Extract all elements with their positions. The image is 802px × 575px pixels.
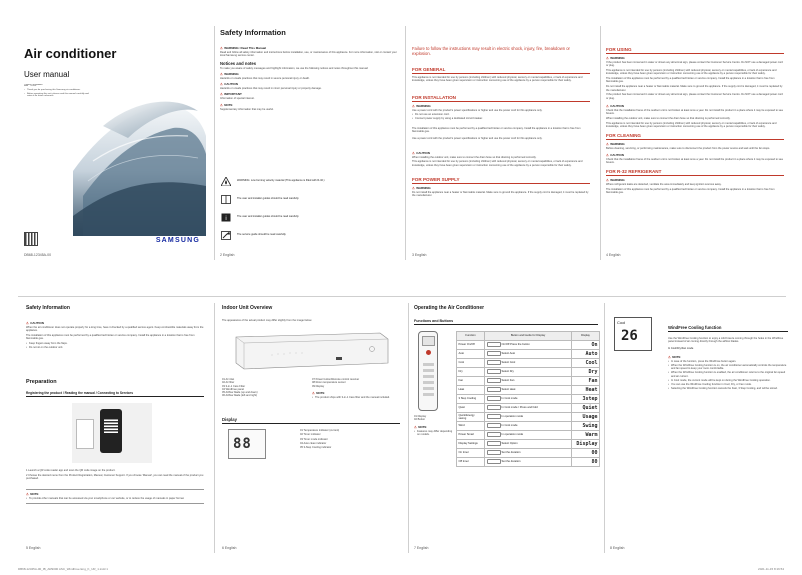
cover-footer: DB68-12345A-00 bbox=[24, 253, 52, 257]
page-5: Safety Information ⚠ CAUTION When the air conditioner does not operate properly for a long time, have it checked by a qualified service agent. Keep combustible materials away from the appliance. The installation of this appliance must be performed by a qualified technician or service company. Install the appliance in a location that is free from flammable gas. • Keep fingers away from the flaps. • Do not sit on the outdoor unit. Preparation Registering the product / Reading the manual / Connecting to Services 1 Launch a QR code reader app and scan the QR code image on the product. 2 Choose the desired menu from the Product Registration, Manual, Customer Support. If you choose 'Manual', you can read the manual of the product you purchased. ⚠ NOTE • To provide other manuals that can be accessed via your smartphone or our website, or to reduce the usage of manuals in paper format. 5 English bbox=[26, 303, 206, 553]
page-7: Operating the Air Conditioner Functions and Buttons 01 Display 02 Button ⚠ NOTE • Features may differ depending on models. Function Button and Guide for Display Display Power On/Off On/Off Press the button On Auto Select Auto Auto Cool Select Cool Cool Dry Select Dry Dry Fan Select Fan Fan Heat Select Heat Heat 3 Step Cooling In Cool mode 3step Quiet In Cool mode / Press and hold Quiet Quick/Energy saving In operation mode Usage Wind In Cool mode Swing Power Smart In operation mode Warm Display Settings Select Option Display On timer Set the duration 00 Off timer Set the duration 80 7 English bbox=[414, 303, 600, 553]
page-footer: 6 English bbox=[222, 546, 237, 550]
page-footer: 8 English bbox=[610, 546, 625, 550]
display-panel bbox=[228, 429, 266, 459]
remote-button-icon bbox=[487, 405, 501, 410]
function-guide-text: In Cool mode bbox=[501, 424, 518, 428]
page-title: Safety Information bbox=[26, 305, 70, 311]
power-button[interactable] bbox=[426, 350, 431, 355]
function-guide-text: Set the duration bbox=[501, 451, 521, 455]
notices-title: Notices and notes bbox=[220, 60, 257, 66]
function-display: 00 bbox=[572, 448, 600, 457]
symbol-row: The service guide should be read carefully. bbox=[220, 230, 398, 240]
note-box: ⚠ NOTE • To provide other manuals that can be accessed via your smartphone or our website, or to reduce the usage of manuals in paper format. bbox=[26, 489, 204, 504]
remote-button-icon bbox=[487, 342, 501, 347]
file-footer-left: DB68-12345A-00_IB_AR9000 ASC_WindFree Eng_K_UR_1.indd 1 bbox=[18, 567, 108, 571]
table-row bbox=[457, 457, 600, 466]
page-4: FOR USING ⚠ WARNING If the product has been immersed in water or shows any abnormal sign, please contact the Customer Service Centre. Do NOT use a damaged power cord or plug. This appliance is not intended for use by persons (including children) with reduced physical, sensory or mental capabilities, or lack of experience and knowledge, unless they have been given supervision or instruction concerning use of the appliance by a person responsible for their safety. The installation of this appliance must be performed by a qualified technician or service company. Install the appliance in a location that is free from flammable gas. Do not install the appliance near a heater or flammable material. Make sure to ground the appliance. If the supply cord is damaged, it must be replaced by the manufacturer. If the product has been immersed in water or shows any abnormal sign, please contact the Customer Service Centre. Do NOT use a damaged power cord or plug. ⚠ CAUTION Check that the installation frame of the outdoor unit is not broken at least once a year. Do not install the product in a place where it may be exposed to sea breeze. When installing the outdoor unit, make sure to connect the drain hose so that draining is performed correctly. This appliance is not intended for use by persons (including children) with reduced physical, sensory or mental capabilities, or lack of experience and knowledge, unless they have been given supervision or instruction concerning use of the appliance by a person responsible for their safety. FOR CLEANING ⚠ WARNING Before cleaning, servicing, or performing maintenance, make sure to disconnect the product from the power source and wait until the fan stops. ⚠ CAUTION Check that the installation frame of the outdoor unit is not broken at least once a year. Do not install the product in a place where it may be exposed to sea breeze. FOR R-32 REFRIGERANT ⚠ WARNING Where refrigerant leaks are detected, ventilate the area immediately and keep ignition sources away. The installation of this appliance must be performed by a qualified technician or service company. Install the appliance in a location that is free from flammable gas. 4 English bbox=[606, 26, 786, 260]
remote-control bbox=[418, 331, 438, 411]
phone-illustration bbox=[72, 403, 152, 463]
function-guide bbox=[485, 376, 572, 385]
function-display: Quiet bbox=[572, 403, 600, 412]
page-2: Safety Information ⚠ WARNING: Read This Manual Read and follow all safety information and instructions before installation, use, or maintenance of this appliance. For more information, visit or contact your local Samsung service center. Notices and notes To make you aware of safety messages and highlight information, we use the following notices and notes throughout this manual: ⚠ WARNING Hazards or unsafe practices that may result in severe personal injury or death. ⚠ CAUTION Hazards or unsafe practices that may result in minor personal injury or property damage. ⚠ IMPORTANT Information of special interest. ⚠ NOTE Supplementary information that may be useful. WARNING: Low burning velocity material (This appliance is filled with R-32.) The user and installer guides should be read carefully. i The user and installer guides should be read carefully. The service guide should be read carefully. 2 English bbox=[220, 26, 398, 260]
page-footer: 4 English bbox=[606, 253, 621, 257]
table-row bbox=[457, 358, 600, 367]
functions-title: Functions and Buttons bbox=[414, 319, 598, 325]
function-name: Power Smart bbox=[457, 430, 485, 439]
cover-page bbox=[18, 26, 206, 260]
function-name: Wind bbox=[457, 421, 485, 430]
registration-title: Registering the product / Reading the manual / Connecting to Services bbox=[26, 391, 204, 397]
function-guide-text: Select Fan bbox=[501, 379, 515, 383]
failure-banner: Failure to follow the instructions may result in electric shock, injury, fire, breakdown or explosion. bbox=[412, 46, 570, 57]
remote-button-icon bbox=[487, 423, 501, 428]
function-guide-text: Select Auto bbox=[501, 352, 516, 356]
table-row bbox=[457, 421, 600, 430]
remote-button-icon bbox=[487, 414, 501, 419]
function-guide bbox=[485, 367, 572, 376]
phone-icon bbox=[100, 409, 122, 453]
cover-model: AR**CXP***** bbox=[24, 83, 43, 87]
function-display: Fan bbox=[572, 376, 600, 385]
function-guide bbox=[485, 385, 572, 394]
function-name: Quick/Energy saving bbox=[457, 412, 485, 421]
screen-mode: Cool bbox=[617, 320, 626, 325]
function-guide-text: Select Option bbox=[501, 442, 518, 446]
function-name: Heat bbox=[457, 385, 485, 394]
table-row bbox=[457, 385, 600, 394]
function-display: Dry bbox=[572, 367, 600, 376]
function-display: Heat bbox=[572, 385, 600, 394]
remote-button-icon bbox=[487, 387, 501, 392]
table-row bbox=[457, 448, 600, 457]
page-footer: 3 English bbox=[412, 253, 427, 257]
table-row bbox=[457, 412, 600, 421]
function-name: Quiet bbox=[457, 403, 485, 412]
wrench-icon bbox=[220, 230, 231, 240]
function-guide-text: In operation mode bbox=[501, 415, 524, 419]
table-row bbox=[457, 394, 600, 403]
cover-bullet: • Thank you for purchasing this Samsung air conditioner. bbox=[24, 89, 94, 92]
function-guide bbox=[485, 448, 572, 457]
remote-button-icon bbox=[487, 441, 501, 446]
page-footer: 7 English bbox=[414, 546, 429, 550]
function-guide-text: Select Cool bbox=[501, 361, 516, 365]
manual-icon bbox=[220, 212, 231, 222]
page-footer: 5 English bbox=[26, 546, 41, 550]
qr-code bbox=[104, 419, 118, 433]
remote-button-icon bbox=[487, 396, 501, 401]
table-row bbox=[457, 376, 600, 385]
function-title: WindFree Cooling function bbox=[668, 325, 788, 332]
page-6: Indoor Unit Overview The appearance of the actual product may differ slightly from the image below. 01 Air inlet 02 Air filter 03 3-in-1 Care Filter 04 WindFree panel 05 Airflow blade (up and down) 06 Airflow blade (left and right) 07 Power button/Remote control receiver 08 Room temperature sensor 09 Display ⚠ NOTE • The product ships with 3-in-1 Care filter and the manual included. Display 88 01 Temperature indicator (current) 02 Timer indicator 03 Timer mode indicator 04 Auto clean indicator 05 3-Step Cooling indicator 6 English bbox=[222, 303, 402, 553]
function-guide bbox=[485, 394, 572, 403]
warning-heading: ⚠ WARNING: Read This Manual bbox=[220, 46, 398, 50]
page-footer: 2 English bbox=[220, 253, 235, 257]
function-guide bbox=[485, 412, 572, 421]
table-row bbox=[457, 340, 600, 349]
function-name: On timer bbox=[457, 448, 485, 457]
function-guide bbox=[485, 439, 572, 448]
function-display: 3step bbox=[572, 394, 600, 403]
function-guide bbox=[485, 403, 572, 412]
page-8: Cool 26 WindFree Cooling function Use the WindFree Cooling function to enjoy a mild breeze coming through the holes in the WindFree panel instead of air coming directly through the airflow blades. In Cool/Dry/Fan mode ⚠ NOTE • In case of the function, press the WindFree button again. • When the WindFree Cooling function is on, the air conditioner automatically controls the temperature and fan speed to keep your room comfortable. • When the WindFree Cooling function is enabled, the air conditioner returns to the original fan speed and air current. • In Cool mode, the current mode will be kept on during the WindFree Cooling operation. • You can use the WindFree Cooling function in Cool, Dry, or Fan mode. • Selecting the WindFree Cooling function cancels the Fast, 3 Step Cooling, and will be stored. 8 English bbox=[610, 303, 788, 553]
page-title: Safety Information bbox=[220, 28, 286, 37]
table-row bbox=[457, 439, 600, 448]
cover-subtitle: User manual bbox=[24, 70, 70, 79]
cover-brand: SAMSUNG bbox=[155, 237, 200, 244]
function-name: Off timer bbox=[457, 457, 485, 466]
page-3: Failure to follow the instructions may result in electric shock, injury, fire, breakdown or explosion. FOR GENERAL This appliance is not intended for use by persons (including children) with reduced physical, sensory or mental capabilities, or lack of experience and knowledge, unless they have been given supervision or instruction concerning use of the appliance by a person responsible for their safety. FOR INSTALLATION ⚠ WARNING Use a power cord with the product's power specifications or higher and use the power cord for this appliance only. • Do not use an extension cord. • Connect power supply by using a dedicated circuit breaker. The installation of this appliance must be performed by a qualified technician or service company. Install the appliance in a location that is free from flammable gas. Use a power cord with the product's power specifications or higher and use the power cord for this appliance only. ⚠ CAUTION When installing the outdoor unit, make sure to connect the drain hose so that draining is performed correctly. This appliance is not intended for use by persons (including children) with reduced physical, sensory or mental capabilities, or lack of experience and knowledge, unless they have been given supervision or instruction concerning use of the appliance by a person responsible for their safety. FOR POWER SUPPLY ⚠ WARNING Do not install the appliance near a heater or flammable material. Make sure to ground the appliance. If the supply cord is damaged, it must be replaced by the manufacturer. 3 English bbox=[412, 26, 592, 260]
remote-button-icon bbox=[487, 378, 501, 383]
page-title: Indoor Unit Overview bbox=[222, 305, 273, 311]
qr-code bbox=[24, 232, 38, 246]
function-name: 3 Step Cooling bbox=[457, 394, 485, 403]
function-guide bbox=[485, 457, 572, 466]
remote-button-icon bbox=[487, 450, 501, 455]
remote-button-icon bbox=[487, 459, 501, 464]
function-guide-text: Set the duration bbox=[501, 460, 521, 464]
symbol-row: WARNING: Low burning velocity material (This appliance is filled with R-32.) bbox=[220, 176, 398, 186]
function-guide-text: On/Off Press the button bbox=[501, 343, 530, 347]
function-guide-text: Select Heat bbox=[501, 388, 516, 392]
indoor-unit-illustration bbox=[232, 329, 392, 375]
intro-text: Read and follow all safety information and instructions before installation, use, or maintenance of this appliance. For more information, visit or contact your local Samsung service center. bbox=[220, 51, 397, 58]
page-title: Operating the Air Conditioner bbox=[414, 305, 485, 311]
function-name: Cool bbox=[457, 358, 485, 367]
remote-button-icon bbox=[487, 360, 501, 365]
flame-icon bbox=[220, 176, 231, 186]
book-icon bbox=[220, 194, 231, 204]
display-digits: 88 bbox=[233, 436, 252, 452]
function-display: 80 bbox=[572, 457, 600, 466]
display-title: Display bbox=[222, 417, 400, 424]
svg-text:i: i bbox=[224, 215, 227, 222]
function-guide bbox=[485, 358, 572, 367]
functions-table: Function Button and Guide for Display Display Power On/Off On/Off Press the button On Auto Select Auto Auto Cool Select Cool Cool Dry Select Dry Dry Fan Select Fan Fan Heat Select Heat Heat 3 Step Cooling In Cool mode 3step Quiet In Cool mode / Press and hold Quiet Quick/Energy saving In operation mode Usage Wind In Cool mode Swing Power Smart In operation mode Warm Display Settings Select Option Display On timer Set the duration 00 Off timer Set the duration 80 bbox=[456, 331, 600, 467]
remote-button-icon bbox=[487, 432, 501, 437]
cover-bullet: • Before operating this unit, please read this manual carefully and retain it for future reference. bbox=[24, 93, 94, 99]
function-guide-text: In Cool mode bbox=[501, 397, 518, 401]
function-guide-text: In operation mode bbox=[501, 433, 524, 437]
symbol-row: i The user and installer guides should be read carefully. bbox=[220, 212, 398, 222]
table-row bbox=[457, 349, 600, 358]
symbol-row: The user and installer guides should be read carefully. bbox=[220, 194, 398, 204]
function-display: Usage bbox=[572, 412, 600, 421]
table-row bbox=[457, 430, 600, 439]
function-name: Dry bbox=[457, 367, 485, 376]
function-display: Warm bbox=[572, 430, 600, 439]
wave-illustration bbox=[73, 66, 206, 236]
remote-button-icon bbox=[487, 369, 501, 374]
cover-title: Air conditioner bbox=[24, 46, 117, 61]
table-row bbox=[457, 367, 600, 376]
remote-button-icon bbox=[487, 351, 501, 356]
file-footer-right: 2021-11-15 8:16:54 bbox=[758, 567, 784, 571]
screen-digits: 26 bbox=[621, 328, 638, 344]
function-display: Display bbox=[572, 439, 600, 448]
function-guide bbox=[485, 430, 572, 439]
function-display: Auto bbox=[572, 349, 600, 358]
function-guide bbox=[485, 340, 572, 349]
function-display: On bbox=[572, 340, 600, 349]
function-guide-text: In Cool mode / Press and hold bbox=[501, 406, 538, 410]
function-name: Power On/Off bbox=[457, 340, 485, 349]
preparation-title: Preparation bbox=[26, 379, 57, 385]
function-name: Fan bbox=[457, 376, 485, 385]
function-display: Swing bbox=[572, 421, 600, 430]
function-guide bbox=[485, 349, 572, 358]
screen-panel bbox=[614, 317, 652, 351]
function-name: Display Settings bbox=[457, 439, 485, 448]
function-guide bbox=[485, 421, 572, 430]
function-guide-text: Select Dry bbox=[501, 370, 514, 374]
function-display: Cool bbox=[572, 358, 600, 367]
table-row bbox=[457, 403, 600, 412]
function-name: Auto bbox=[457, 349, 485, 358]
